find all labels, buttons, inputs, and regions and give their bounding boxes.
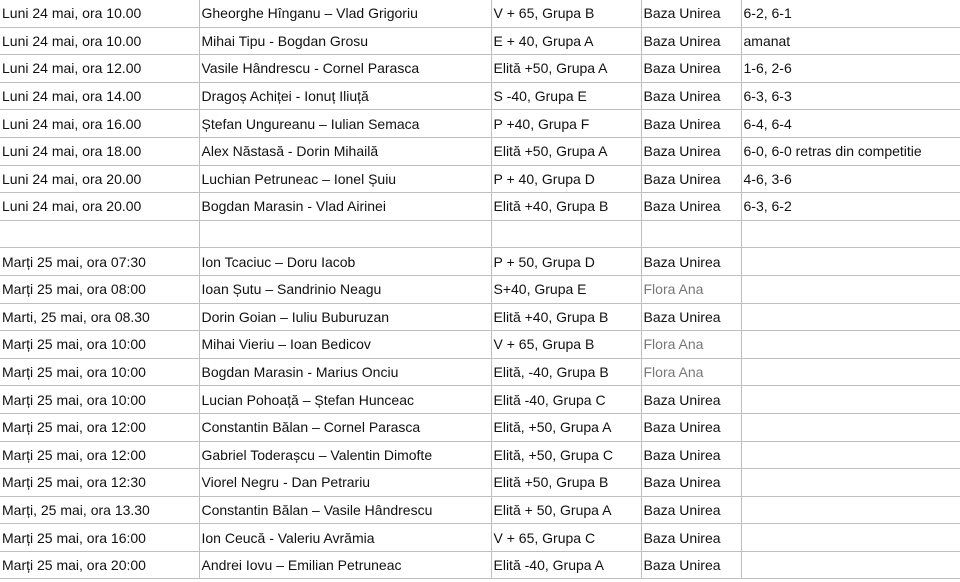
match-score-cell — [741, 496, 960, 524]
empty-cell — [741, 220, 960, 248]
table-row — [0, 82, 960, 110]
match-players-cell: Lucian Pohoață – Ștefan Hunceac — [199, 386, 491, 414]
match-score-cell — [741, 469, 960, 497]
match-score-cell — [741, 331, 960, 359]
table-row — [0, 441, 960, 469]
table-row — [0, 193, 960, 221]
empty-cell — [0, 220, 199, 248]
match-players-cell: Bogdan Marasin - Marius Onciu — [199, 358, 491, 386]
match-date-cell: Marti, 25 mai, ora 08.30 — [0, 303, 199, 331]
match-players-cell: Mihai Vieriu – Ioan Bedicov — [199, 331, 491, 359]
table-row — [0, 0, 960, 27]
match-category-cell: P +40, Grupa F — [491, 110, 641, 138]
match-score-cell — [741, 551, 960, 579]
match-score-cell — [741, 386, 960, 414]
match-players-cell: Ștefan Ungureanu – Iulian Semaca — [199, 110, 491, 138]
match-category-cell: Elită +50, Grupa B — [491, 469, 641, 497]
match-score-cell — [741, 358, 960, 386]
match-date-cell: Marți 25 mai, ora 10:00 — [0, 386, 199, 414]
match-category-cell: Elită, -40, Grupa B — [491, 358, 641, 386]
match-location-cell: Baza Unirea — [641, 469, 741, 497]
table-row — [0, 331, 960, 359]
table-row — [0, 496, 960, 524]
table-row — [0, 303, 960, 331]
match-date-cell: Marți, 25 mai, ora 13.30 — [0, 496, 199, 524]
match-location-cell: Baza Unirea — [641, 303, 741, 331]
match-players-cell: Mihai Tipu - Bogdan Grosu — [199, 27, 491, 55]
match-score-cell — [741, 248, 960, 276]
match-category-cell: Elită, +50, Grupa A — [491, 413, 641, 441]
match-location-cell: Baza Unirea — [641, 27, 741, 55]
match-category-cell: Elită +40, Grupa B — [491, 303, 641, 331]
table-row — [0, 248, 960, 276]
match-score-cell: 6-2, 6-1 — [741, 0, 960, 27]
match-location-cell: Baza Unirea — [641, 441, 741, 469]
empty-cell — [199, 220, 491, 248]
table-row — [0, 137, 960, 165]
table-row — [0, 27, 960, 55]
match-category-cell: Elită -40, Grupa C — [491, 386, 641, 414]
match-category-cell: E + 40, Grupa A — [491, 27, 641, 55]
match-category-cell: V + 65, Grupa C — [491, 524, 641, 552]
match-category-cell: Elită +40, Grupa B — [491, 193, 641, 221]
match-date-cell: Marți 25 mai, ora 20:00 — [0, 551, 199, 579]
match-players-cell: Gabriel Toderașcu – Valentin Dimofte — [199, 441, 491, 469]
match-date-cell: Luni 24 mai, ora 16.00 — [0, 110, 199, 138]
match-location-cell: Baza Unirea — [641, 551, 741, 579]
match-date-cell: Luni 24 mai, ora 18.00 — [0, 137, 199, 165]
table-row — [0, 165, 960, 193]
match-date-cell: Marți 25 mai, ora 10:00 — [0, 358, 199, 386]
match-players-cell: Vasile Hândrescu - Cornel Parasca — [199, 55, 491, 83]
table-row — [0, 110, 960, 138]
match-players-cell: Dorin Goian – Iuliu Buburuzan — [199, 303, 491, 331]
table-row — [0, 55, 960, 83]
table-row — [0, 524, 960, 552]
match-category-cell: P + 50, Grupa D — [491, 248, 641, 276]
match-players-cell: Ioan Șutu – Sandrinio Neagu — [199, 275, 491, 303]
match-location-cell: Flora Ana — [641, 358, 741, 386]
table-row — [0, 551, 960, 579]
match-location-cell: Baza Unirea — [641, 137, 741, 165]
match-location-cell: Baza Unirea — [641, 165, 741, 193]
match-category-cell: S+40, Grupa E — [491, 275, 641, 303]
match-date-cell: Marți 25 mai, ora 08:00 — [0, 275, 199, 303]
match-score-cell — [741, 275, 960, 303]
match-category-cell: P + 40, Grupa D — [491, 165, 641, 193]
match-category-cell: Elită + 50, Grupa A — [491, 496, 641, 524]
match-category-cell: Elită -40, Grupa A — [491, 551, 641, 579]
match-score-cell: 1-6, 2-6 — [741, 55, 960, 83]
match-location-cell: Baza Unirea — [641, 413, 741, 441]
match-location-cell: Baza Unirea — [641, 0, 741, 27]
match-category-cell: V + 65, Grupa B — [491, 331, 641, 359]
match-date-cell: Marți 25 mai, ora 12:00 — [0, 441, 199, 469]
table-row — [0, 275, 960, 303]
match-location-cell: Baza Unirea — [641, 248, 741, 276]
match-players-cell: Andrei Iovu – Emilian Petruneac — [199, 551, 491, 579]
match-category-cell: S -40, Grupa E — [491, 82, 641, 110]
match-players-cell: Viorel Negru - Dan Petrariu — [199, 469, 491, 497]
match-players-cell: Dragoș Achiței - Ionuț Iliuță — [199, 82, 491, 110]
match-date-cell: Luni 24 mai, ora 12.00 — [0, 55, 199, 83]
match-date-cell: Marți 25 mai, ora 12:30 — [0, 469, 199, 497]
match-score-cell: 6-0, 6-0 retras din competitie — [741, 137, 960, 165]
match-date-cell: Luni 24 mai, ora 20.00 — [0, 165, 199, 193]
match-players-cell: Bogdan Marasin - Vlad Airinei — [199, 193, 491, 221]
match-score-cell: 6-3, 6-2 — [741, 193, 960, 221]
match-score-cell: 6-3, 6-3 — [741, 82, 960, 110]
empty-cell — [491, 220, 641, 248]
match-location-cell: Baza Unirea — [641, 496, 741, 524]
table-row — [0, 413, 960, 441]
match-category-cell: Elită +50, Grupa A — [491, 55, 641, 83]
match-date-cell: Luni 24 mai, ora 10.00 — [0, 27, 199, 55]
match-score-cell: amanat — [741, 27, 960, 55]
match-location-cell: Flora Ana — [641, 331, 741, 359]
table-row — [0, 469, 960, 497]
match-location-cell: Baza Unirea — [641, 82, 741, 110]
match-date-cell: Marți 25 mai, ora 10:00 — [0, 331, 199, 359]
match-score-cell — [741, 303, 960, 331]
match-category-cell: Elită, +50, Grupa C — [491, 441, 641, 469]
match-date-cell: Luni 24 mai, ora 10.00 — [0, 0, 199, 27]
match-date-cell: Marți 25 mai, ora 16:00 — [0, 524, 199, 552]
match-score-cell — [741, 441, 960, 469]
match-location-cell: Flora Ana — [641, 275, 741, 303]
table-row — [0, 386, 960, 414]
match-location-cell: Baza Unirea — [641, 386, 741, 414]
match-players-cell: Ion Ceucă - Valeriu Avrămia — [199, 524, 491, 552]
match-score-cell — [741, 413, 960, 441]
match-category-cell: Elită +50, Grupa A — [491, 137, 641, 165]
match-date-cell: Marți 25 mai, ora 07:30 — [0, 248, 199, 276]
empty-cell — [641, 220, 741, 248]
match-players-cell: Ion Tcaciuc – Doru Iacob — [199, 248, 491, 276]
match-location-cell: Baza Unirea — [641, 193, 741, 221]
match-players-cell: Luchian Petruneac – Ionel Șuiu — [199, 165, 491, 193]
match-players-cell: Alex Năstasă - Dorin Mihailă — [199, 137, 491, 165]
match-players-cell: Constantin Bălan – Cornel Parasca — [199, 413, 491, 441]
match-date-cell: Marți 25 mai, ora 12:00 — [0, 413, 199, 441]
match-score-cell: 6-4, 6-4 — [741, 110, 960, 138]
match-date-cell: Luni 24 mai, ora 14.00 — [0, 82, 199, 110]
spacer-row — [0, 220, 960, 248]
match-players-cell: Constantin Bălan – Vasile Hândrescu — [199, 496, 491, 524]
match-location-cell: Baza Unirea — [641, 524, 741, 552]
match-date-cell: Luni 24 mai, ora 20.00 — [0, 193, 199, 221]
table-row — [0, 358, 960, 386]
match-score-cell: 4-6, 3-6 — [741, 165, 960, 193]
match-location-cell: Baza Unirea — [641, 55, 741, 83]
match-players-cell: Gheorghe Hînganu – Vlad Grigoriu — [199, 0, 491, 27]
match-category-cell: V + 65, Grupa B — [491, 0, 641, 27]
match-location-cell: Baza Unirea — [641, 110, 741, 138]
match-score-cell — [741, 524, 960, 552]
